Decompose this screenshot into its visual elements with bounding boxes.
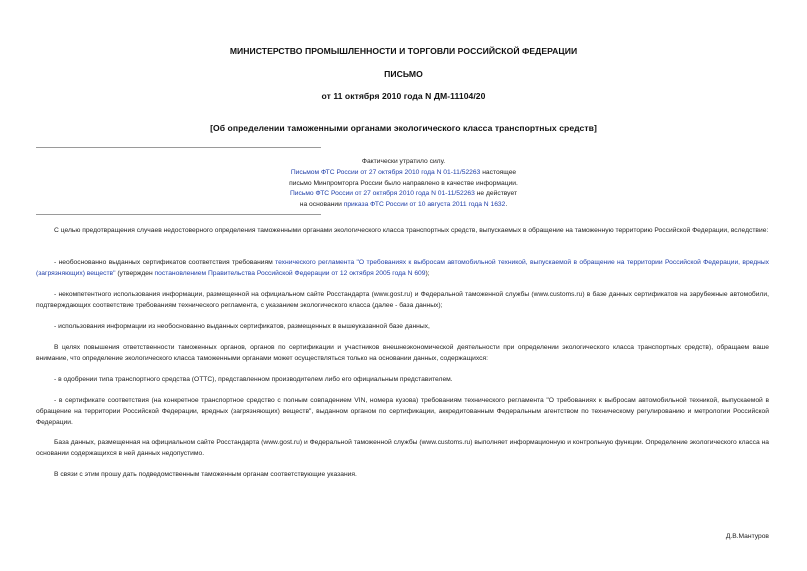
paragraph-point-2: - некомпетентного использования информации, размещенной на официальном сайте Росстандарта (www.gost.ru) и Федеральной таможенной службы (www.customs.ru) в базе данных сертификатов на зарубежные автомобили, подтверждающих соответствие требованиям технического регламента, с указанием экологического класса (далее - база данных); <box>36 291 769 309</box>
paragraph-point-1 <box>36 258 769 280</box>
paragraph-option-2: - в сертификате соответствия (на конкретное транспортное средство с полным совпадением VIN, номера кузова) требованиям технического регламента "О требованиях к выбросам автомобильной техникой, выпускаемой в обращение на территории Российской Федерации, вредных (загрязняющих) веществ", выданном органом по сертификации, аккредитованным Федеральным агентством по техническому регулированию и метрологии Российской Федерации. <box>36 397 769 426</box>
status-note <box>0 157 807 211</box>
divider-bottom <box>36 214 321 215</box>
divider-top <box>36 147 321 148</box>
document-type: ПИСЬМО <box>384 69 423 79</box>
paragraph-database: База данных, размещенная на официальном сайте Росстандарта (www.gost.ru) и Федеральной таможенной службы (www.customs.ru) выполняет информационную и контрольную функции. Определение экологического класса на основании содержащихся в ней данных недопустимо. <box>36 439 769 457</box>
paragraph-intro: С целью предотвращения случаев недостоверного определения таможенными органами экологического класса транспортных средств, выпускаемых в обращение на таможенную территорию Российской Федерации, вследствие: <box>54 227 769 234</box>
status-note-line3: письмо Минпромторга России было направлено в качестве информации. <box>289 179 518 187</box>
signature: Д.В.Мантуров <box>725 533 769 540</box>
document-subject: [Об определении таможенными органами экологического класса транспортных средств] <box>210 123 597 133</box>
fts-letter-link-2[interactable]: Письмо ФТС России от 27 октября 2010 года N 01-11/52263 <box>289 190 475 198</box>
fts-order-link[interactable]: приказа ФТС России от 10 августа 2011 года N 1632 <box>343 201 506 209</box>
status-note-line4 <box>0 189 807 200</box>
ministry-heading: МИНИСТЕРСТВО ПРОМЫШЛЕННОСТИ И ТОРГОВЛИ РОССИЙСКОЙ ФЕДЕРАЦИИ <box>229 46 578 56</box>
document-date-number: от 11 октября 2010 года N ДМ-11104/20 <box>321 91 486 101</box>
paragraph-instruction: В связи с этим прошу дать подведомственным таможенным органам соответствующие указания. <box>54 471 357 478</box>
paragraph-option-1: - в одобрении типа транспортного средства (ОТТС), представленном производителем либо его официальным представителем. <box>54 376 453 383</box>
paragraph-purpose: В целях повышения ответственности таможенных органов, органов по сертификации и участников внешнеэкономической деятельности при определении экологического класса транспортных средств), обращаем ваше внимание, что определение экологического класса таможенными органами может осуществляться только на основании данных, содержащихся: <box>36 344 769 362</box>
paragraph-point-1-tail: ); <box>425 269 430 277</box>
paragraph-point-1-mid: (утвержден <box>115 269 155 277</box>
fts-letter-link[interactable]: Письмом ФТС России от 27 октября 2010 года N 01-11/52263 <box>290 168 481 176</box>
status-note-line5-head: на основании <box>299 201 344 209</box>
status-note-line5 <box>0 200 807 211</box>
paragraph-point-3: - использования информации из необоснованно выданных сертификатов, размещенных в вышеуказанной базе данных, <box>54 323 430 330</box>
status-note-line4-tail: не действует <box>474 190 518 198</box>
paragraph-point-1-head: - необоснованно выданных сертификатов соответствия требованиям <box>54 259 276 266</box>
status-note-line1: Фактически утратило силу. <box>361 158 446 165</box>
status-note-line5-tail: . <box>505 201 508 209</box>
government-decree-link[interactable]: постановлением Правительства Российской Федерации от 12 октября 2005 года N 609 <box>154 269 426 277</box>
status-note-line2-tail: настоящее <box>480 168 517 176</box>
status-note-line2 <box>0 168 807 179</box>
tech-regulation-link[interactable]: технического регламента "О требованиях к выбросам автомобильной техникой, выпускаемой в обращение на территории Российской Федерации, вредных (загрязняющих) веществ" <box>36 259 769 277</box>
